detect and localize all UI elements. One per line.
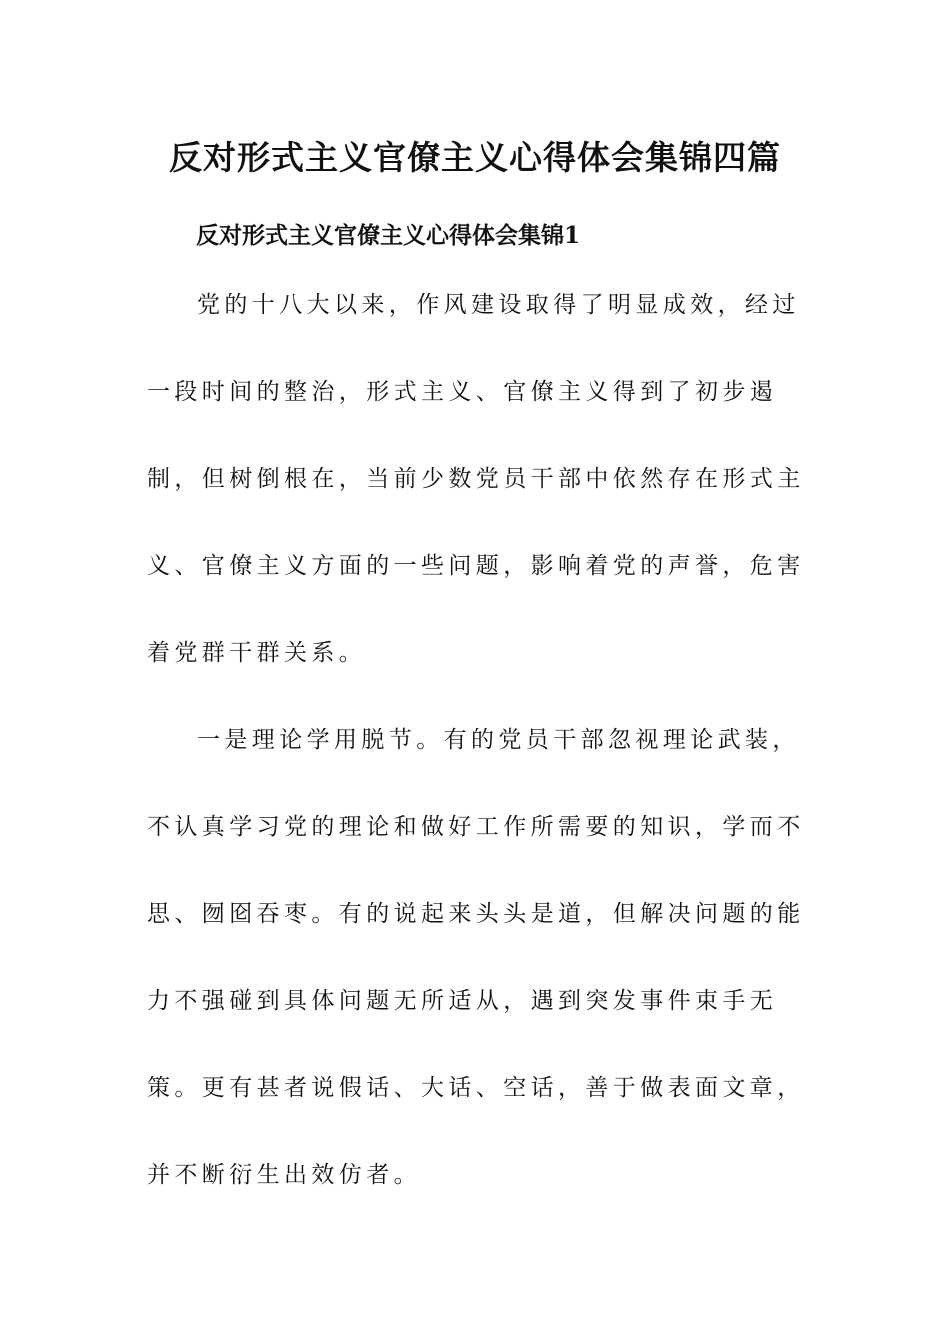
body-paragraph-1: 党的十八大以来，作风建设取得了明显成效，经过一段时间的整治，形式主义、官僚主义得到了初步遏制，但树倒根在，当前少数党员干部中依然存在形式主义、官僚主义方面的一些问题，影响着党的声誉，危害着党群干群关系。 bbox=[147, 292, 805, 666]
section-heading: 反对形式主义官僚主义心得体会集锦1 bbox=[196, 222, 581, 249]
body-paragraph-2: 一是理论学用脱节。有的党员干部忽视理论武装，不认真学习党的理论和做好工作所需要的知识，学而不思、囫囵吞枣。有的说起来头头是道，但解决问题的能力不强碰到具体问题无所适从，遇到突发事件束手无策。更有甚者说假话、大话、空话，善于做表面文章，并不断衍生出效仿者。 bbox=[147, 727, 805, 1188]
document-title: 反对形式主义官僚主义心得体会集锦四篇 bbox=[169, 138, 781, 177]
